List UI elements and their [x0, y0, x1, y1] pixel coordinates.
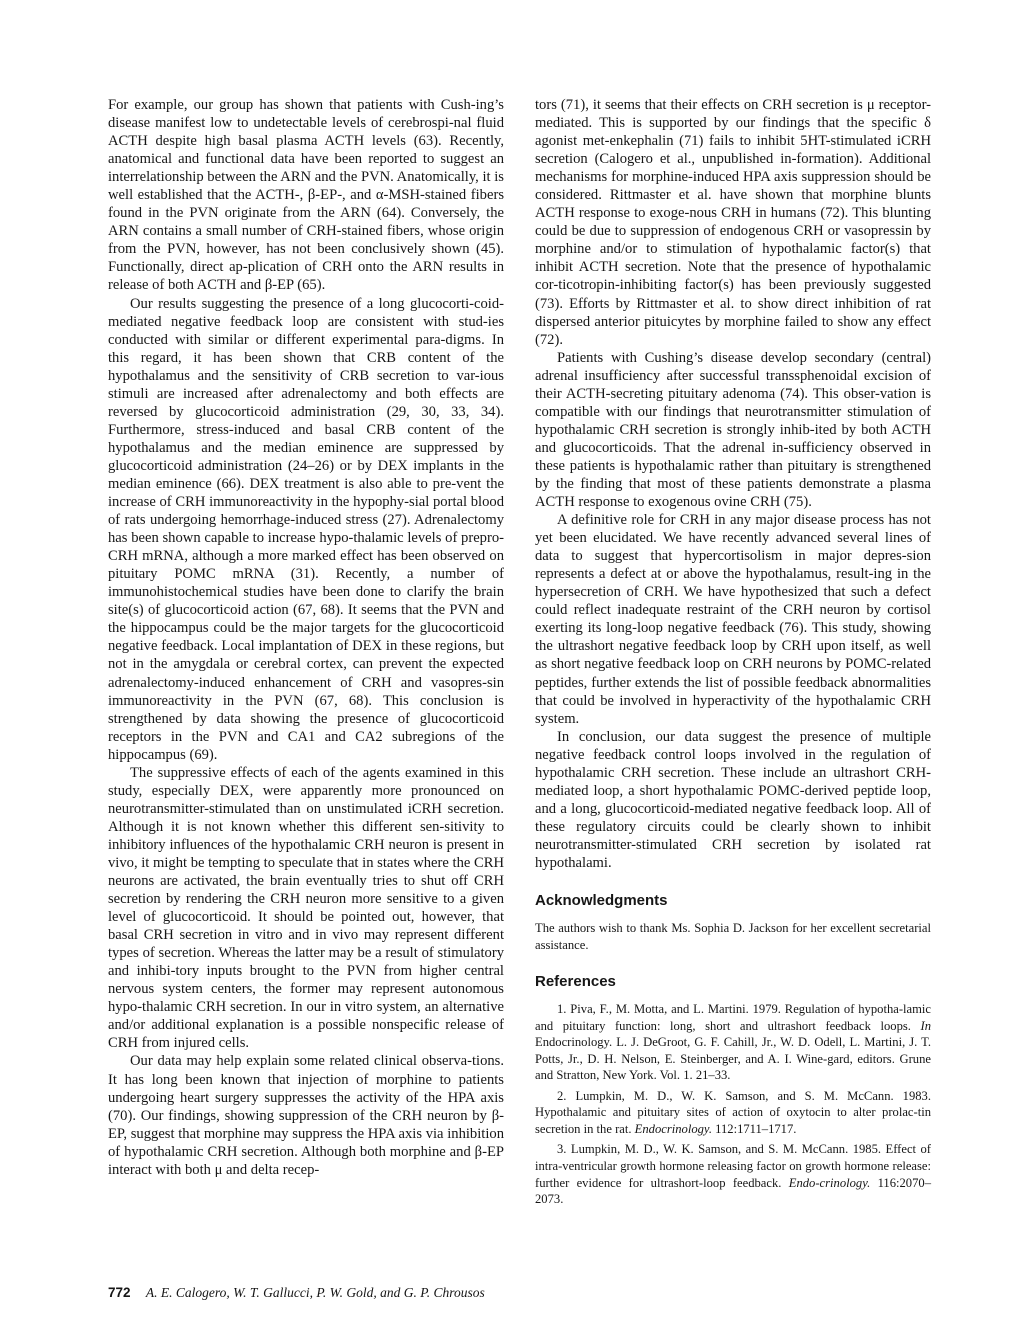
- body-paragraph: A definitive role for CRH in any major disease process has not yet been elucidated. We have recently advanced several lines of data to suggest that hypercortisolism in major depres-sion represents a defect at or above the hypothalamus, result-ing in the hypersecretion of CRH. We have hypothesized that such a defect could reflect inadequate restraint of the CRH neuron by cortisol exerting its long-loop negative feedback (76). This study, showing the ultrashort negative feedback loop by CRH upon itself, as well as short negative feedback loop on CRH neurons by POMC-related peptides, further extends the list of possible feedback abnormalities that could be involved in hyperactivity of the hypothalamic CRH system.: [535, 512, 931, 727]
- reference-item: 3. Lumpkin, M. D., W. K. Samson, and S. M. McCann. 1985. Effect of intra-ventricular growth hormone releasing factor on growth hormone release: further evidence for ultrashort-loop feedback. Endo-crinology. 116:2070–2073.: [535, 1142, 931, 1207]
- running-authors: A. E. Calogero, W. T. Gallucci, P. W. Gold, and G. P. Chrousos: [145, 1285, 485, 1300]
- body-paragraph: tors (71), it seems that their effects on CRH secretion is μ receptor-mediated. This is supported by our findings that the specific δ agonist met-enkephalin (71) fails to inhibit 5HT-stimulated iCRH secretion (Calogero et al., unpublished in-formation). Additional mechanisms for morphine-induced HPA axis suppression should be considered. Rittmaster et al. have shown that morphine blunts ACTH response to exoge-nous CRH in humans (72). This blunting could be due to suppression of endogenous CRH or vasopressin by morphine and/or to stimulation of hypothalamic factor(s) that inhibit ACTH secretion. Note that the presence of hypothalamic cor-ticotropin-inhibiting factor(s) has been previously suggested (73). Efforts by Rittmaster et al. to show direct inhibition of rat dispersed anterior pituicytes by morphine failed to show any effect (72).: [535, 97, 931, 348]
- reference-list: [535, 1001, 931, 1208]
- acknowledgments-text: The authors wish to thank Ms. Sophia D. Jackson for her excellent secretarial assistance.: [535, 921, 931, 952]
- reference-item: 2. Lumpkin, M. D., W. K. Samson, and S. M. McCann. 1983. Hypothalamic and pituitary sites of action of oxytocin to alter prolac-tin secretion in the rat. Endocrinology. 112:1711–1717.: [535, 1088, 931, 1136]
- body-paragraph: Our results suggesting the presence of a long glucocorti-coid-mediated negative feedback loop are consistent with stud-ies conducted with similar or different experimental para-digms. In this regard, it has been shown that CRB content of the hypothalamus and the sensitivity of CRB secretion to var-ious stimuli are increased after adrenalectomy and both effects are reversed by glucocorticoid administration (29, 30, 33, 34). Furthermore, stress-induced and basal CRB content of the hypothalamus and the median eminence are suppressed by glucocorticoid administration (24–26) or by DEX implants in the median eminence (66). DEX treatment is also able to pre-vent the increase of CRH immunoreactivity in the hypophy-sial portal blood of rats undergoing hemorrhage-induced stress (27). Adrenalectomy has been shown capable to increase hypo-thalamic levels of prepro-CRH mRNA, although a more marked effect has been observed on pituitary POMC mRNA (31). Recently, a number of immunohistochemical studies have been done to clarify the brain site(s) of glucocorticoid action (67, 68). It seems that the PVN and the hippocampus could be the major targets for the glucocorticoid negative feedback. Local implantation of DEX in these regions, but not in the amygdala or cerebral cortex, can prevent the expected adrenalectomy-induced enhancement of CRH and vasopres-sin immunoreactivity in the PVN (67, 68). This conclusion is strengthened by data showing the presence of glucocorticoid receptors in the PVN and CA1 and CA2 subregions of the hippocampus (69).: [108, 295, 504, 763]
- body-paragraph: In conclusion, our data suggest the presence of multiple negative feedback control loops involved in the regulation of hypothalamic CRH secretion. These include an ultrashort CRH-mediated loop, a short hypothalamic POMC-derived peptide loop, and a long, glucocorticoid-mediated negative feedback loop. All of these regulatory circuits could be clearly shown to inhibit neurotransmitter-stimulated CRH secretion by isolated rat hypothalami.: [535, 728, 931, 871]
- page-footer: [108, 1285, 528, 1301]
- references-heading: References: [535, 973, 616, 991]
- body-paragraph: Patients with Cushing’s disease develop secondary (central) adrenal insufficiency after successful transsphenoidal excision of their ACTH-secreting pituitary adenoma (74). This obser-vation is compatible with our findings that neurotransmitter stimulation of hypothalamic CRH secretion is strongly inhib-ited by both ACTH and glucocorticoids. That the adrenal in-sufficiency observed in these patients is hypothalamic rather than pituitary is strengthened by the finding that most of these patients demonstrate a plasma ACTH response to exogenous ovine CRH (75).: [535, 349, 931, 511]
- left-column: [108, 96, 504, 1179]
- page-number: 772: [108, 1285, 131, 1300]
- body-paragraph: For example, our group has shown that patients with Cush-ing’s disease manifest low to undetectable levels of cerebrospi-nal fluid ACTH despite high basal plasma ACTH levels (63). Recently, anatomical and functional data have been reported to suggest an interrelationship between the ARN and the PVN. Anatomically, it is well established that the ACTH-, β-EP-, and α-MSH-stained fibers found in the PVN originate from the ARN (64). Conversely, the ARN contains a small number of CRH-stained fibers, whose origin from the PVN, however, has not been conclusively shown (45). Functionally, direct ap-plication of CRH onto the ARN results in release of both ACTH and β-EP (65).: [108, 97, 504, 294]
- reference-item: 1. Piva, F., M. Motta, and L. Martini. 1979. Regulation of hypotha-lamic and pituitary function: long, short and ultrashort feedback loops. In Endocrinology. L. J. DeGroot, G. F. Cahill, Jr., W. D. Odell, L. Martini, J. T. Potts, Jr., D. H. Nelson, E. Steinberger, and A. I. Wine-gard, editors. Grune and Stratton, New York. Vol. 1. 21–33.: [535, 1002, 931, 1083]
- right-column: [535, 96, 931, 1212]
- acknowledgments-heading: Acknowledgments: [535, 892, 668, 910]
- body-paragraph: The suppressive effects of each of the agents examined in this study, especially DEX, were apparently more pronounced on neurotransmitter-stimulated than on unstimulated iCRH secretion. Although it is not known whether this different sen-sitivity to inhibitory influences of the hypothalamic CRH neuron is present in vivo, it might be tempting to speculate that in states where the CRH neurons are activated, the brain eventually tries to shut off CRH secretion by rendering the CRH neuron more sensitive to a given level of glucocorticoid. It should be pointed out, however, that basal CRH secretion in vitro and in vivo may represent different types of secretion. Whereas the latter may be a result of stimulatory and inhibi-tory inputs brought to the PVN from higher central nervous system centers, the former may represent autonomous hypo-thalamic CRH secretion. In our in vitro system, an alternative and/or additional explanation is a possible nonspecific release of CRH from injured cells.: [108, 764, 504, 1052]
- body-paragraph: Our data may help explain some related clinical observa-tions. It has long been known that injection of morphine to patients undergoing heart surgery suppresses the activity of the HPA axis (70). Our findings, showing suppression of the CRH neuron by β-EP, suggest that morphine may suppress the HPA axis via inhibition of hypothalamic CRH secretion. Although both morphine and β-EP interact with both μ and delta recep-: [108, 1053, 504, 1178]
